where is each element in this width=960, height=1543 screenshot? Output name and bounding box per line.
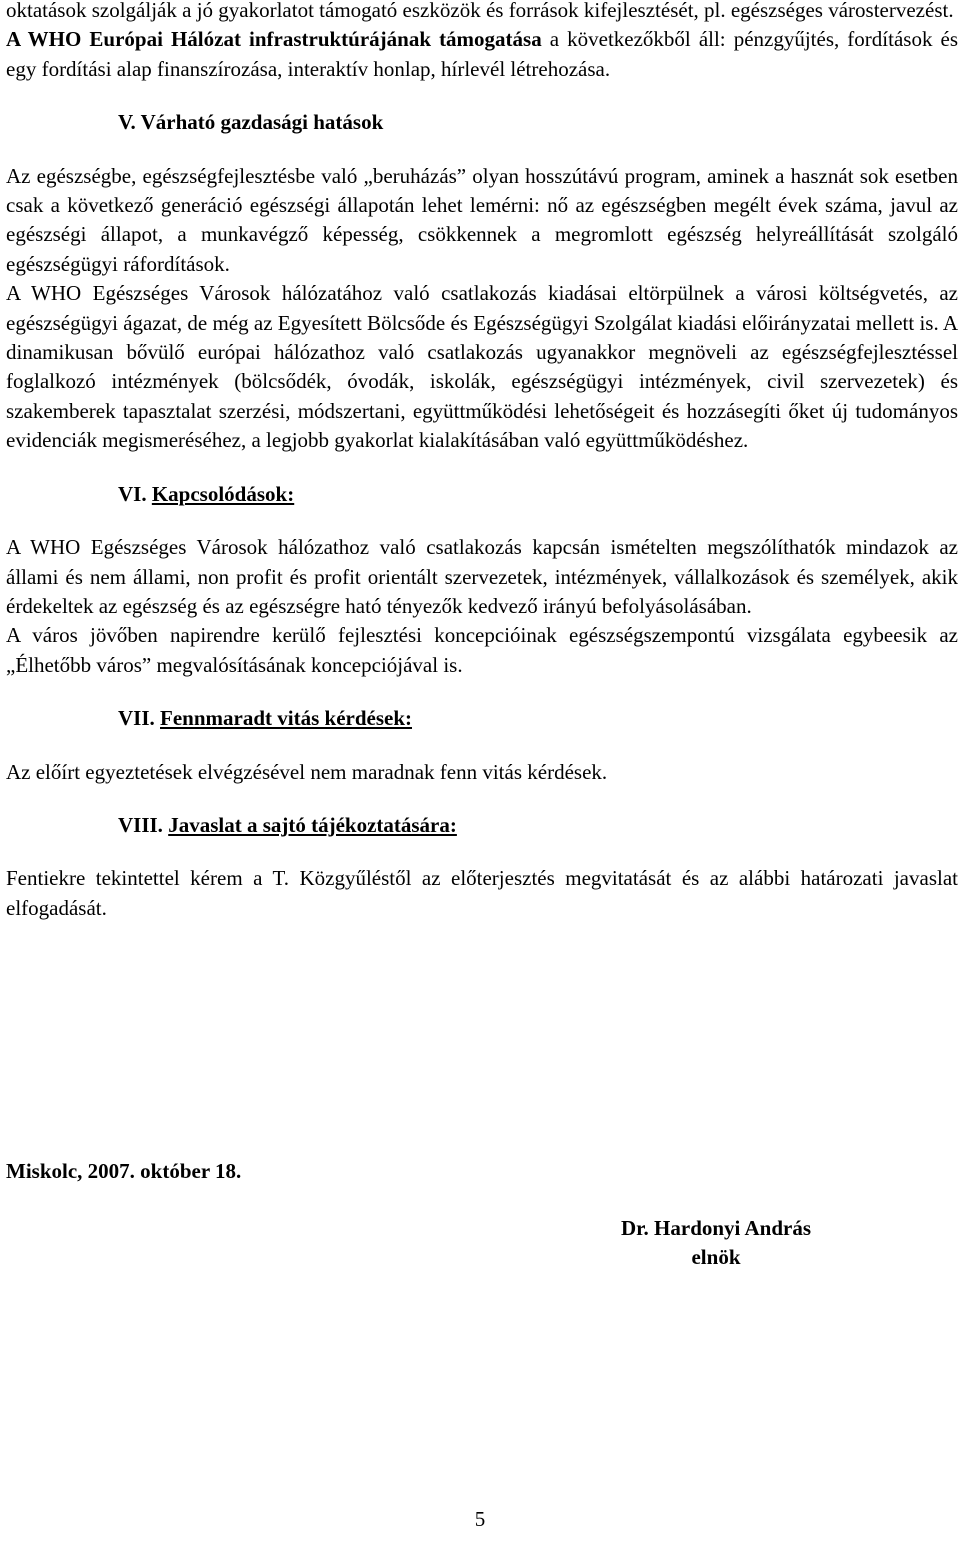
section-5-heading: V. Várható gazdasági hatások <box>118 110 384 135</box>
section-6-number: VI. <box>118 481 147 506</box>
page-number: 5 <box>474 1507 486 1531</box>
signer-name: Dr. Hardonyi András <box>620 1216 811 1240</box>
section-6-paragraph-1: A WHO Egészséges Városok hálózathoz való csatlakozás kapcsán ismételten megszólíthatók mindazok az állami és nem állami, non profit és profit orientált szervezetek, intézmények, vállalkozások és személyek, akik érdekeltek az egészség és az egészségre ható tényezők kedvező irányú befolyásolásában. <box>6 535 958 618</box>
section-5-paragraph-1: Az egészségbe, egészségfejlesztésbe való „beruházás” olyan hosszútávú program, aminek a hasznát sok esetben csak a következő generáció egészségi állapotán lehet lemérni: nő az egészségben megélt évek száma, javul az egészségi állapot, a munkavégző képesség, csökkennek a megromlott egészség helyreállítását szolgáló egészségügyi ráfordítások. <box>6 163 958 276</box>
section-8-number: VIII. <box>118 812 163 837</box>
section-8-paragraph-1: Fentiekre tekintettel kérem a T. Közgyűléstől az előterjesztés megvitatását és az alábbi határozati javaslat elfogadását. <box>6 866 958 920</box>
section-6-heading <box>6 480 958 509</box>
section-7-paragraph-1: Az előírt egyeztetések elvégzésével nem maradnak fenn vitás kérdések. <box>6 759 608 784</box>
support-bold-lead: A WHO Európai Hálózat infrastruktúrájának támogatása <box>6 27 542 52</box>
section-5-paragraph-2: A WHO Egészséges Városok hálózatához való csatlakozás kiadásai eltörpülnek a városi költségvetés, az egészségügyi ágazat, de még az Egyesített Bölcsőde és Egészségügyi Szolgálat kiadási előirányzatai mellett is. A dinamikusan bővülő európai hálózathoz való csatlakozás ugyanakkor megnöveli az egészségfejlesztéssel foglalkozó intézmények (bölcsődék, óvodák, iskolák, egészségügyi intézmények, civil szervezetek) és szakemberek tapasztalat szerzési, módszertani, együttműködési lehetőségeit és hozzásegíti őket új tudományos evidenciák megismeréséhez, a legjobb gyakorlat kialakításában való együttműködéshez. <box>6 281 958 453</box>
signer-title: elnök <box>691 1245 741 1270</box>
signature-block <box>596 1214 836 1273</box>
section-8-heading <box>6 811 958 840</box>
section-7-number: VII. <box>118 706 155 731</box>
section-8-title: Javaslat a sajtó tájékoztatására: <box>168 812 457 837</box>
intro-support-paragraph <box>6 25 958 84</box>
section-6-title: Kapcsolódások: <box>151 481 295 506</box>
document-page <box>6 0 958 923</box>
section-7-title: Fennmaradt vitás kérdések: <box>160 706 412 731</box>
support-rest: a következőkből áll: pénzgyűjtés, fordítások és egy fordítási alap finanszírozása, interaktív honlap, hírlevél létrehozása. <box>6 27 958 81</box>
section-6-paragraph-2: A város jövőben napirendre kerülő fejlesztési koncepcióinak egészségszempontú vizsgálata egybeesik az „Élhetőbb város” megvalósításának koncepciójával is. <box>6 623 958 677</box>
document-date: Miskolc, 2007. október 18. <box>6 1159 242 1183</box>
intro-continuation: oktatások szolgálják a jó gyakorlatot támogató eszközök és források kifejlesztését, pl. egészséges várostervezést. <box>6 0 954 22</box>
section-7-heading <box>6 704 958 733</box>
